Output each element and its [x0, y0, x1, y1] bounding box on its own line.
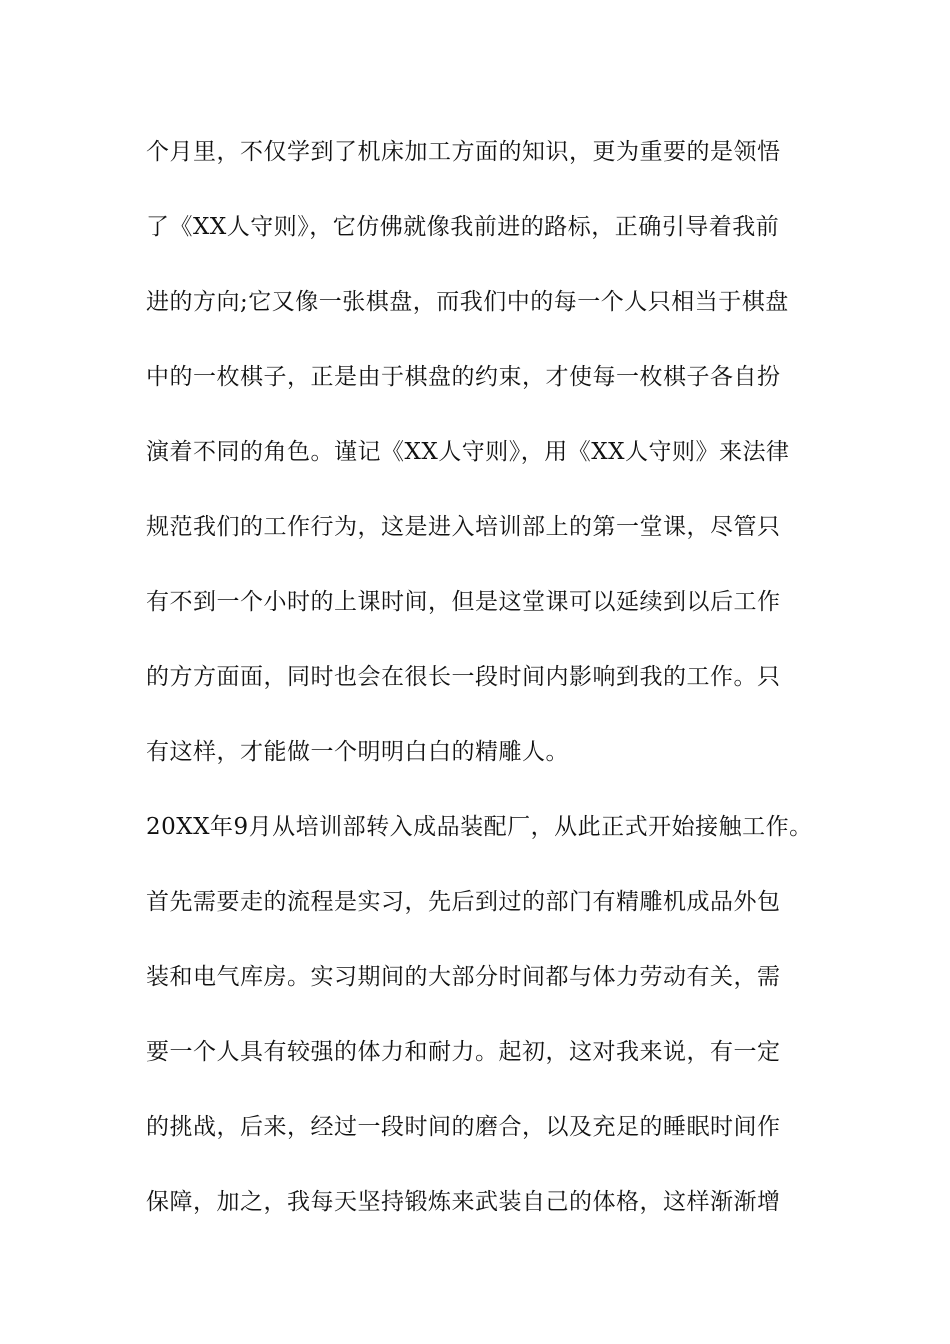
text-line: 中的一枚棋子，正是由于棋盘的约束，才使每一枚棋子各自扮: [146, 364, 781, 390]
body-text: [146, 131, 846, 1256]
text-line: 有这样，才能做一个明明白白的精雕人。: [146, 739, 569, 765]
text-line: 演着不同的角色。谨记《XX人守则》，用《XX人守则》来法律: [146, 439, 790, 465]
text-line: 装和电气库房。实习期间的大部分时间都与体力劳动有关，需: [146, 964, 781, 990]
text-line: 保障，加之，我每天坚持锻炼来武装自己的体格，这样渐渐增: [146, 1189, 781, 1215]
text-line: 个月里，不仅学到了机床加工方面的知识，更为重要的是领悟: [146, 139, 781, 165]
text-line: 规范我们的工作行为，这是进入培训部上的第一堂课，尽管只: [146, 514, 781, 540]
text-line: 首先需要走的流程是实习，先后到过的部门有精雕机成品外包: [146, 889, 781, 915]
text-line: 20XX年9月从培训部转入成品装配厂，从此正式开始接触工作。: [146, 814, 813, 840]
text-line: 要一个人具有较强的体力和耐力。起初，这对我来说，有一定: [146, 1039, 781, 1065]
text-line: 的方方面面，同时也会在很长一段时间内影响到我的工作。只: [146, 664, 781, 690]
text-line: 进的方向;它又像一张棋盘，而我们中的每一个人只相当于棋盘: [146, 289, 789, 315]
text-line: 有不到一个小时的上课时间，但是这堂课可以延续到以后工作: [146, 589, 781, 615]
text-line: 的挑战，后来，经过一段时间的磨合，以及充足的睡眠时间作: [146, 1114, 781, 1140]
text-line: 了《XX人守则》，它仿佛就像我前进的路标，正确引导着我前: [146, 214, 780, 240]
